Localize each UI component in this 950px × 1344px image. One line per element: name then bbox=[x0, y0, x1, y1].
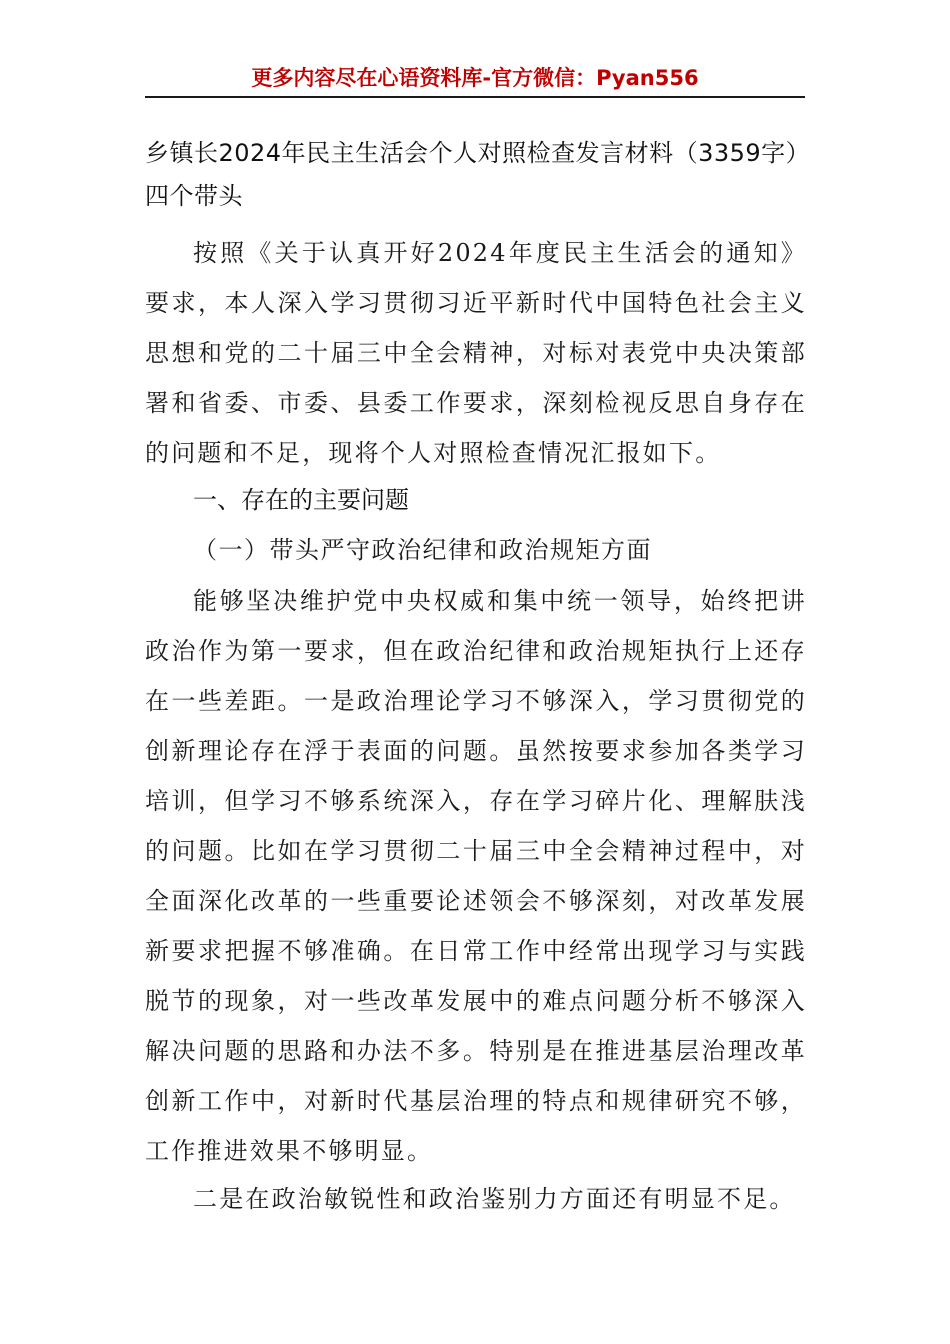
document-title: 乡镇长2024年民主生活会个人对照检查发言材料（3359字）四个带头 bbox=[145, 139, 799, 210]
second-point-paragraph: 二是在政治敏锐性和政治鉴别力方面还有明显不足。 bbox=[193, 1185, 796, 1213]
subsection-paragraph: 能够坚决维护党中央权威和集中统一领导，始终把讲政治作为第一要求，但在政治纪律和政治规矩执行上还存在一些差距。一是政治理论学习不够深入，学习贯彻党的创新理论存在浮于表面的问题。虽然按要求参加各类学习培训，但学习不够系统深入，存在学习碎片化、理解肤浅的问题。比如在学习贯彻二十届三中全会精神过程中，对全面深化改革的一些重要论述领会不够深刻，对改革发展新要求把握不够准确。在日常工作中经常出现学习与实践脱节的现象，对一些改革发展中的难点问题分析不够深入解决问题的思路和办法不多。特别是在推进基层治理改革创新工作中，对新时代基层治理的特点和规律研究不够，工作推进效果不够明显。 bbox=[145, 587, 807, 1165]
subsection-heading: （一）带头严守政治纪律和政治规矩方面 bbox=[193, 536, 652, 564]
intro-paragraph: 按照《关于认真开好2024年度民主生活会的通知》要求，本人深入学习贯彻习近平新时代中国特色社会主义思想和党的二十届三中全会精神，对标对表党中央决策部署和省委、市委、县委工作要求，深刻检视反思自身存在的问题和不足，现将个人对照检查情况汇报如下。 bbox=[145, 239, 807, 467]
watermark-header: 更多内容尽在心语资料库-官方微信：Pyan556 bbox=[251, 66, 699, 90]
section-heading: 一、存在的主要问题 bbox=[193, 486, 409, 514]
header-divider bbox=[145, 96, 805, 98]
